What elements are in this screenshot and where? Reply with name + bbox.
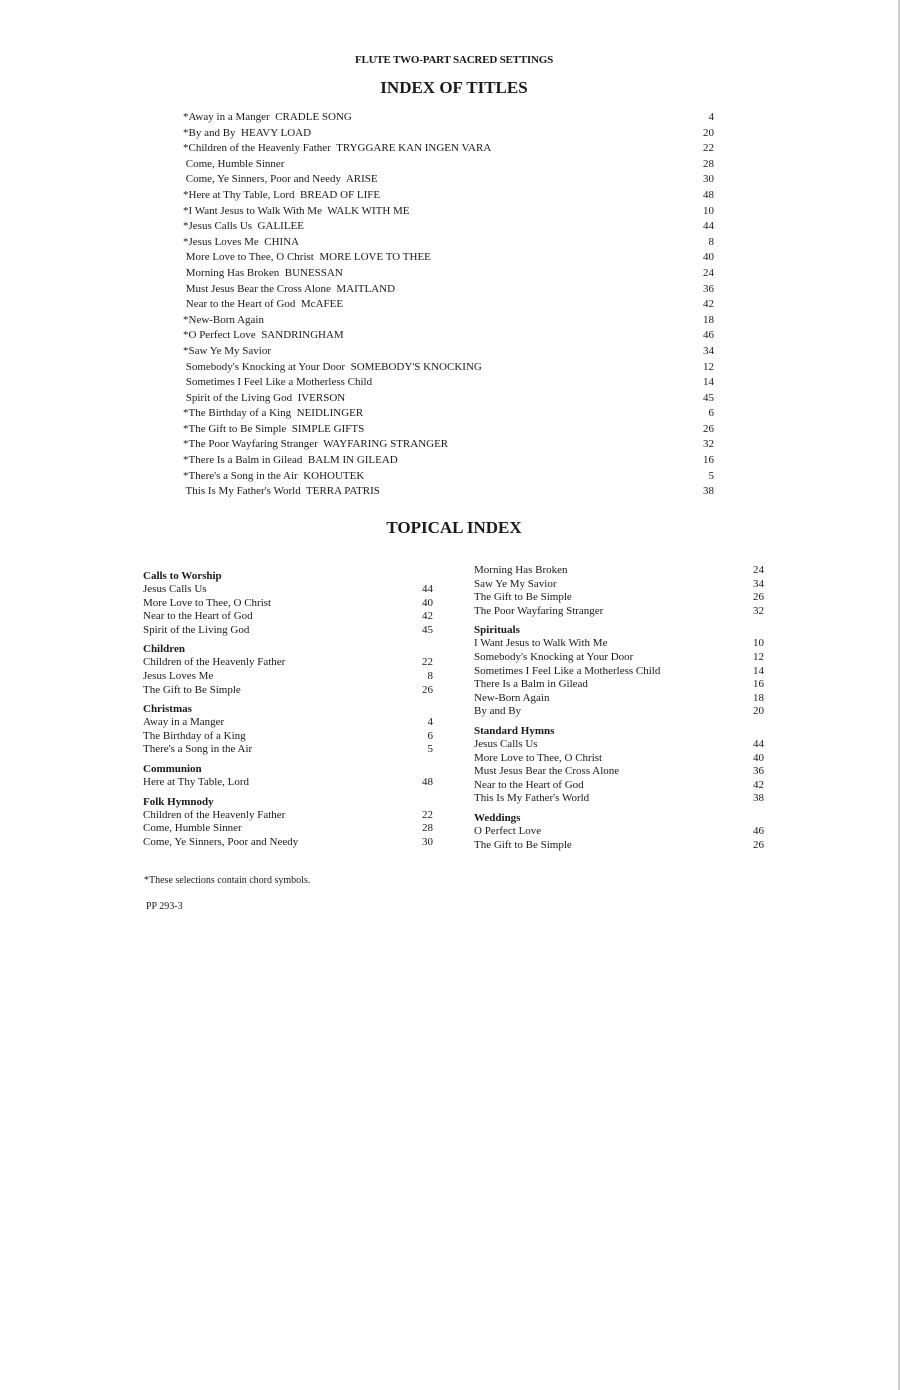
topical-title: More Love to Thee, O Christ [143,596,272,609]
topical-row [474,665,764,679]
title-index-title: *Jesus Calls Us GALILEE [183,220,304,233]
topical-category: Calls to Worship [143,570,222,582]
topical-page: 28 [422,822,433,835]
title-index-title: Come, Ye Sinners, Poor and Needy ARISE [183,173,378,186]
title-index-title: Somebody's Knocking at Your Door SOMEBODY'S KNOCKING [183,360,482,373]
topical-page: 4 [427,716,433,729]
title-index-page: 44 [703,220,714,233]
topical-page: 48 [422,775,433,788]
topical-title: This Is My Father's World [474,792,590,805]
topical-title: Away in a Manger [143,716,225,729]
topical-page: 45 [422,623,433,636]
title-index-row [183,204,714,220]
title-index-page: 22 [703,142,714,155]
title-index-title: *Children of the Heavenly Father TRYGGARE KAN INGEN VARA [183,142,492,155]
title-index-title: Morning Has Broken BUNESSAN [183,266,343,279]
topical-title: The Gift to Be Simple [474,838,572,851]
topical-page: 5 [427,743,433,756]
topical-row [474,605,764,619]
title-index-row [183,157,714,173]
topical-title: Somebody's Knocking at Your Door [474,650,634,663]
title-index-page: 12 [703,360,714,373]
title-index-row [183,360,714,376]
topical-row [474,678,764,692]
title-index-row [183,437,714,453]
topical-row [143,624,433,638]
topical-category: Folk Hymnody [143,795,214,808]
title-index-page: 6 [708,407,714,420]
topical-page: 6 [427,729,433,742]
topical-title: I Want Jesus to Walk With Me [474,637,608,650]
topical-page: 24 [753,564,764,576]
topical-title: Here at Thy Table, Lord [143,775,250,788]
title-index-title: Must Jesus Bear the Cross Alone MAITLAND [183,282,396,295]
title-index-row [183,188,714,204]
title-index-title: *Saw Ye My Savior [183,344,272,357]
title-index-page: 40 [703,251,714,264]
topical-page: 20 [753,705,764,718]
topical-title: The Poor Wayfaring Stranger [474,604,604,617]
topical-row [143,583,433,597]
topical-title: Jesus Calls Us [474,737,538,750]
catalog-code: PP 293-3 [146,901,183,912]
topical-title: There's a Song in the Air [143,743,253,756]
topical-row [474,637,764,651]
topical-row [474,752,764,766]
topical-page: 36 [753,765,764,778]
title-index-title: *Here at Thy Table, Lord BREAD OF LIFE [183,188,381,201]
title-index-title: *The Gift to Be Simple SIMPLE GIFTS [183,422,365,435]
topical-category: Spirituals [474,624,520,637]
title-index-row [183,266,714,282]
topical-row [143,822,433,836]
topical-row [143,597,433,611]
topical-page: 46 [753,824,764,837]
title-index-row [183,250,714,266]
topical-row [143,670,433,684]
title-index-row [183,391,714,407]
title-index-row [183,297,714,313]
topical-page: 42 [422,610,433,623]
topical-row [143,730,433,744]
topical-row [143,656,433,670]
title-index-page: 20 [703,126,714,139]
topical-title: More Love to Thee, O Christ [474,751,603,764]
footnote: *These selections contain chord symbols. [144,875,311,886]
topical-title: The Birthday of a King [143,729,246,742]
topical-title: The Gift to Be Simple [474,591,572,604]
topical-row [143,809,433,823]
index-of-titles-heading: INDEX OF TITLES [380,78,528,97]
title-index-title: This Is My Father's World TERRA PATRIS [183,485,380,498]
topical-page: 44 [753,737,764,750]
topical-page: 22 [422,656,433,669]
topical-title: Must Jesus Bear the Cross Alone [474,765,620,778]
topical-page: 14 [753,664,764,677]
topical-row [474,779,764,793]
topical-row [474,825,764,839]
topical-row [143,836,433,850]
topical-page: 40 [422,596,433,609]
title-index-title: Spirit of the Living God IVERSON [183,391,346,404]
topical-index-heading: TOPICAL INDEX [386,518,522,537]
title-index-title: *There Is a Balm in Gilead BALM IN GILEAD [183,454,398,467]
topical-title: Near to the Heart of God [474,778,584,791]
title-index-page: 45 [703,391,714,404]
topical-row [474,738,764,752]
topical-page: 44 [422,583,433,595]
title-index-row [183,313,714,329]
topical-category: Communion [143,762,202,775]
title-index-title: *O Perfect Love SANDRINGHAM [183,329,344,342]
title-index-row [183,406,714,422]
title-index-page: 28 [703,157,714,170]
topical-page: 32 [753,604,764,617]
title-index-title: Sometimes I Feel Like a Motherless Child [183,376,373,389]
topical-page: 26 [422,683,433,696]
topical-row [474,692,764,706]
title-index-title: *Away in a Manger CRADLE SONG [183,111,352,123]
topical-title: Children of the Heavenly Father [143,808,286,821]
topical-page: 16 [753,678,764,691]
title-index-row [183,282,714,298]
title-index-row [183,172,714,188]
topical-row [474,651,764,665]
topical-page: 34 [753,577,764,590]
topical-page: 12 [753,650,764,663]
topical-row [474,564,764,578]
title-index-list [183,110,714,500]
topical-title: Near to the Heart of God [143,610,253,623]
topical-title: By and By [474,705,522,718]
title-index-page: 34 [703,344,714,357]
topical-row [143,776,433,790]
title-index-page: 30 [703,173,714,186]
title-index-row [183,484,714,500]
title-index-title: *By and By HEAVY LOAD [183,126,312,139]
topical-title: Saw Ye My Savior [474,577,557,590]
title-index-page: 4 [708,111,714,123]
title-index-row [183,219,714,235]
title-index-row [183,141,714,157]
title-index-row [183,344,714,360]
topical-page: 10 [753,637,764,650]
topical-page: 38 [753,792,764,805]
topical-title: Spirit of the Living God [143,623,250,636]
title-index-page: 38 [703,485,714,498]
title-index-page: 36 [703,282,714,295]
topical-title: Come, Ye Sinners, Poor and Needy [143,835,299,848]
topical-page: 18 [753,691,764,704]
topical-row [474,792,764,806]
topical-row [143,684,433,698]
topical-title: O Perfect Love [474,824,542,837]
title-index-title: Near to the Heart of God McAFEE [183,298,344,311]
topical-page: 42 [753,778,764,791]
topical-index-left-column [143,569,433,849]
topical-page: 8 [427,669,433,682]
title-index-page: 24 [703,266,714,279]
title-index-row [183,110,714,126]
topical-category: Christmas [143,703,192,716]
title-index-row [183,453,714,469]
topical-row [143,610,433,624]
topical-title: The Gift to Be Simple [143,683,241,696]
title-index-page: 8 [708,235,714,248]
title-index-row [183,422,714,438]
title-index-row [183,469,714,485]
title-index-page: 26 [703,422,714,435]
topical-page: 22 [422,808,433,821]
topical-title: Jesus Loves Me [143,669,214,682]
topical-category: Standard Hymns [474,724,555,737]
title-index-title: Come, Humble Sinner [183,157,285,170]
topical-page: 26 [753,838,764,851]
title-index-page: 42 [703,298,714,311]
title-index-title: *New-Born Again [183,313,264,326]
topical-row [474,578,764,592]
topical-title: Jesus Calls Us [143,583,207,595]
topical-row [474,591,764,605]
topical-title: Sometimes I Feel Like a Motherless Child [474,664,661,677]
title-index-title: *The Poor Wayfaring Stranger WAYFARING STRANGER [183,438,449,451]
title-index-title: *There's a Song in the Air KOHOUTEK [183,469,365,482]
title-index-page: 14 [703,376,714,389]
topical-page: 30 [422,835,433,848]
title-index-page: 48 [703,188,714,201]
title-index-page: 46 [703,329,714,342]
title-index-row [183,375,714,391]
topical-title: Children of the Heavenly Father [143,656,286,669]
topical-row [143,743,433,757]
title-index-title: *The Birthday of a King NEIDLINGER [183,407,364,420]
topical-page: 26 [753,591,764,604]
title-index-row [183,126,714,142]
topical-row [143,716,433,730]
topical-title: Come, Humble Sinner [143,822,242,835]
title-index-page: 16 [703,454,714,467]
topical-page: 40 [753,751,764,764]
topical-index-right-column [474,564,764,852]
title-index-title: More Love to Thee, O Christ MORE LOVE TO THEE [183,251,431,264]
title-index-title: *Jesus Loves Me CHINA [183,235,300,248]
title-index-row [183,235,714,251]
title-index-page: 18 [703,313,714,326]
title-index-page: 32 [703,438,714,451]
topical-row [474,839,764,853]
title-index-row [183,328,714,344]
topical-title: Morning Has Broken [474,564,568,576]
title-index-title: *I Want Jesus to Walk With Me WALK WITH ME [183,204,410,217]
topical-category: Children [143,643,185,656]
topical-title: There Is a Balm in Gilead [474,678,588,691]
topical-row [474,765,764,779]
title-index-page: 5 [708,469,714,482]
topical-title: New-Born Again [474,691,550,704]
topical-category: Weddings [474,811,521,824]
title-index-page: 10 [703,204,714,217]
book-title: FLUTE TWO-PART SACRED SETTINGS [354,54,554,66]
topical-row [474,705,764,719]
